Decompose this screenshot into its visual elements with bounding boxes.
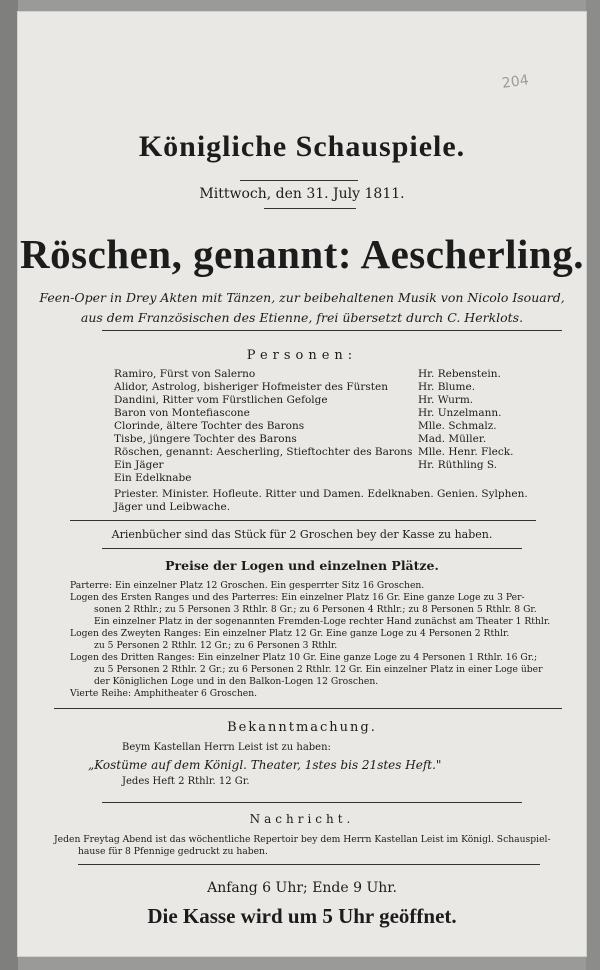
cast-actor: Hr. Blume. (418, 381, 476, 393)
price-line: Parterre: Ein einzelner Platz 12 Groschen. Ein gesperrter Sitz 16 Groschen. (70, 580, 425, 591)
cast-extras: Priester. Minister. Hofleute. Ritter und Damen. Edelknaben. Genien. Sylphen. (114, 488, 528, 500)
notice-heading: Nachricht. (249, 812, 355, 826)
price-line: Logen des Dritten Ranges: Ein einzelner Platz 10 Gr. Eine ganze Loge zu 4 Personen 1 Rthlr. 16 Gr.; (70, 652, 538, 663)
playbill-sheet (18, 12, 586, 956)
divider (264, 208, 356, 209)
cast-actor: Hr. Unzelmann. (418, 407, 502, 419)
price-line: zu 5 Personen 2 Rthlr. 2 Gr.; zu 6 Personen 2 Rthlr. 12 Gr. Ein einzelner Platz in einer Loge über (94, 664, 543, 675)
divider (240, 180, 358, 181)
theatre-name: Königliche Schauspiele. (138, 130, 466, 163)
price-line: Logen des Ersten Ranges und des Parterres: Ein einzelner Platz 16 Gr. Eine ganze Loge zu 3 Per- (70, 592, 525, 603)
price-line: Ein einzelner Platz in der sogenannten Fremden-Loge rechter Hand zunächst am Theater 1 Rthlr. (94, 616, 551, 627)
price-line: zu 5 Personen 2 Rthlr. 12 Gr.; zu 6 Personen 3 Rthlr. (94, 640, 338, 651)
performance-date: Mittwoch, den 31. July 1811. (199, 186, 405, 202)
price-line: sonen 2 Rthlr.; zu 5 Personen 3 Rthlr. 8 Gr.; zu 6 Personen 4 Rthlr.; zu 8 Personen 5 Rthlr. 8 Gr. (94, 604, 537, 615)
cast-role: Ein Jäger (114, 459, 164, 471)
play-title: Röschen, genannt: Aescherling. (20, 231, 584, 277)
performance-times: Anfang 6 Uhr; Ende 9 Uhr. (207, 880, 397, 896)
divider (102, 548, 522, 549)
cast-actor: Hr. Rebenstein. (418, 368, 501, 380)
price-line: Logen des Zweyten Ranges: Ein einzelner Platz 12 Gr. Eine ganze Loge zu 4 Personen 2 Rthlr. (70, 628, 510, 639)
cast-actor: Mad. Müller. (418, 433, 487, 445)
cast-actor: Hr. Wurm. (418, 394, 474, 406)
announcement-line: Beym Kastellan Herrn Leist ist zu haben: (122, 742, 331, 753)
cast-role: Tisbe, jüngere Tochter des Barons (114, 433, 297, 445)
price-line: der Königlichen Loge und in den Balkon-Logen 12 Groschen. (94, 676, 379, 687)
prices-heading: Preise der Logen und einzelnen Plätze. (165, 558, 439, 573)
announcement-heading: Bekanntmachung. (227, 720, 377, 735)
notice-line: Jeden Freytag Abend ist das wöchentliche Repertoir bey dem Herrn Kastellan Leist im Königl. Schauspiel- (54, 834, 551, 845)
subtitle-line-1: Feen-Oper in Drey Akten mit Tänzen, zur beibehaltenen Musik von Nicolo Isouard, (39, 290, 565, 305)
divider (78, 864, 540, 865)
cast-role: Alidor, Astrolog, bisheriger Hofmeister des Fürsten (114, 381, 388, 393)
cast-role: Ein Edelknabe (114, 472, 192, 484)
announcement-line: Jedes Heft 2 Rthlr. 12 Gr. (122, 776, 250, 787)
cast-actor: Mlle. Henr. Fleck. (418, 446, 514, 458)
cast-role: Dandini, Ritter vom Fürstlichen Gefolge (114, 394, 328, 406)
divider (70, 520, 536, 521)
page-number: 204 (501, 72, 530, 92)
divider (102, 802, 522, 803)
scan-background-right (586, 0, 600, 970)
cast-actor: Hr. Rüthling S. (418, 459, 498, 471)
notice-line: hause für 8 Pfennige gedruckt zu haben. (78, 846, 268, 857)
box-office-notice: Die Kasse wird um 5 Uhr geöffnet. (147, 904, 457, 928)
divider (102, 330, 562, 331)
cast-role: Ramiro, Fürst von Salerno (114, 368, 256, 380)
cast-role: Clorinde, ältere Tochter des Barons (114, 420, 305, 432)
cast-actor: Mlle. Schmalz. (418, 420, 497, 432)
cast-extras: Jäger und Leibwache. (114, 501, 231, 513)
scan-background-left (0, 0, 18, 970)
subtitle-line-2: aus dem Französischen des Etienne, frei übersetzt durch C. Herklots. (80, 310, 524, 325)
arias-note: Arienbücher sind das Stück für 2 Groschen bey der Kasse zu haben. (111, 528, 493, 541)
price-line: Vierte Reihe: Amphitheater 6 Groschen. (70, 688, 258, 699)
cast-role: Baron von Montefiascone (114, 407, 250, 419)
announcement-line: „Kostüme auf dem Königl. Theater, 1stes bis 21stes Heft." (88, 758, 442, 772)
divider (54, 708, 562, 709)
cast-role: Röschen, genannt: Aescherling, Stieftochter des Barons (114, 446, 413, 458)
cast-heading: Personen: (246, 348, 358, 363)
